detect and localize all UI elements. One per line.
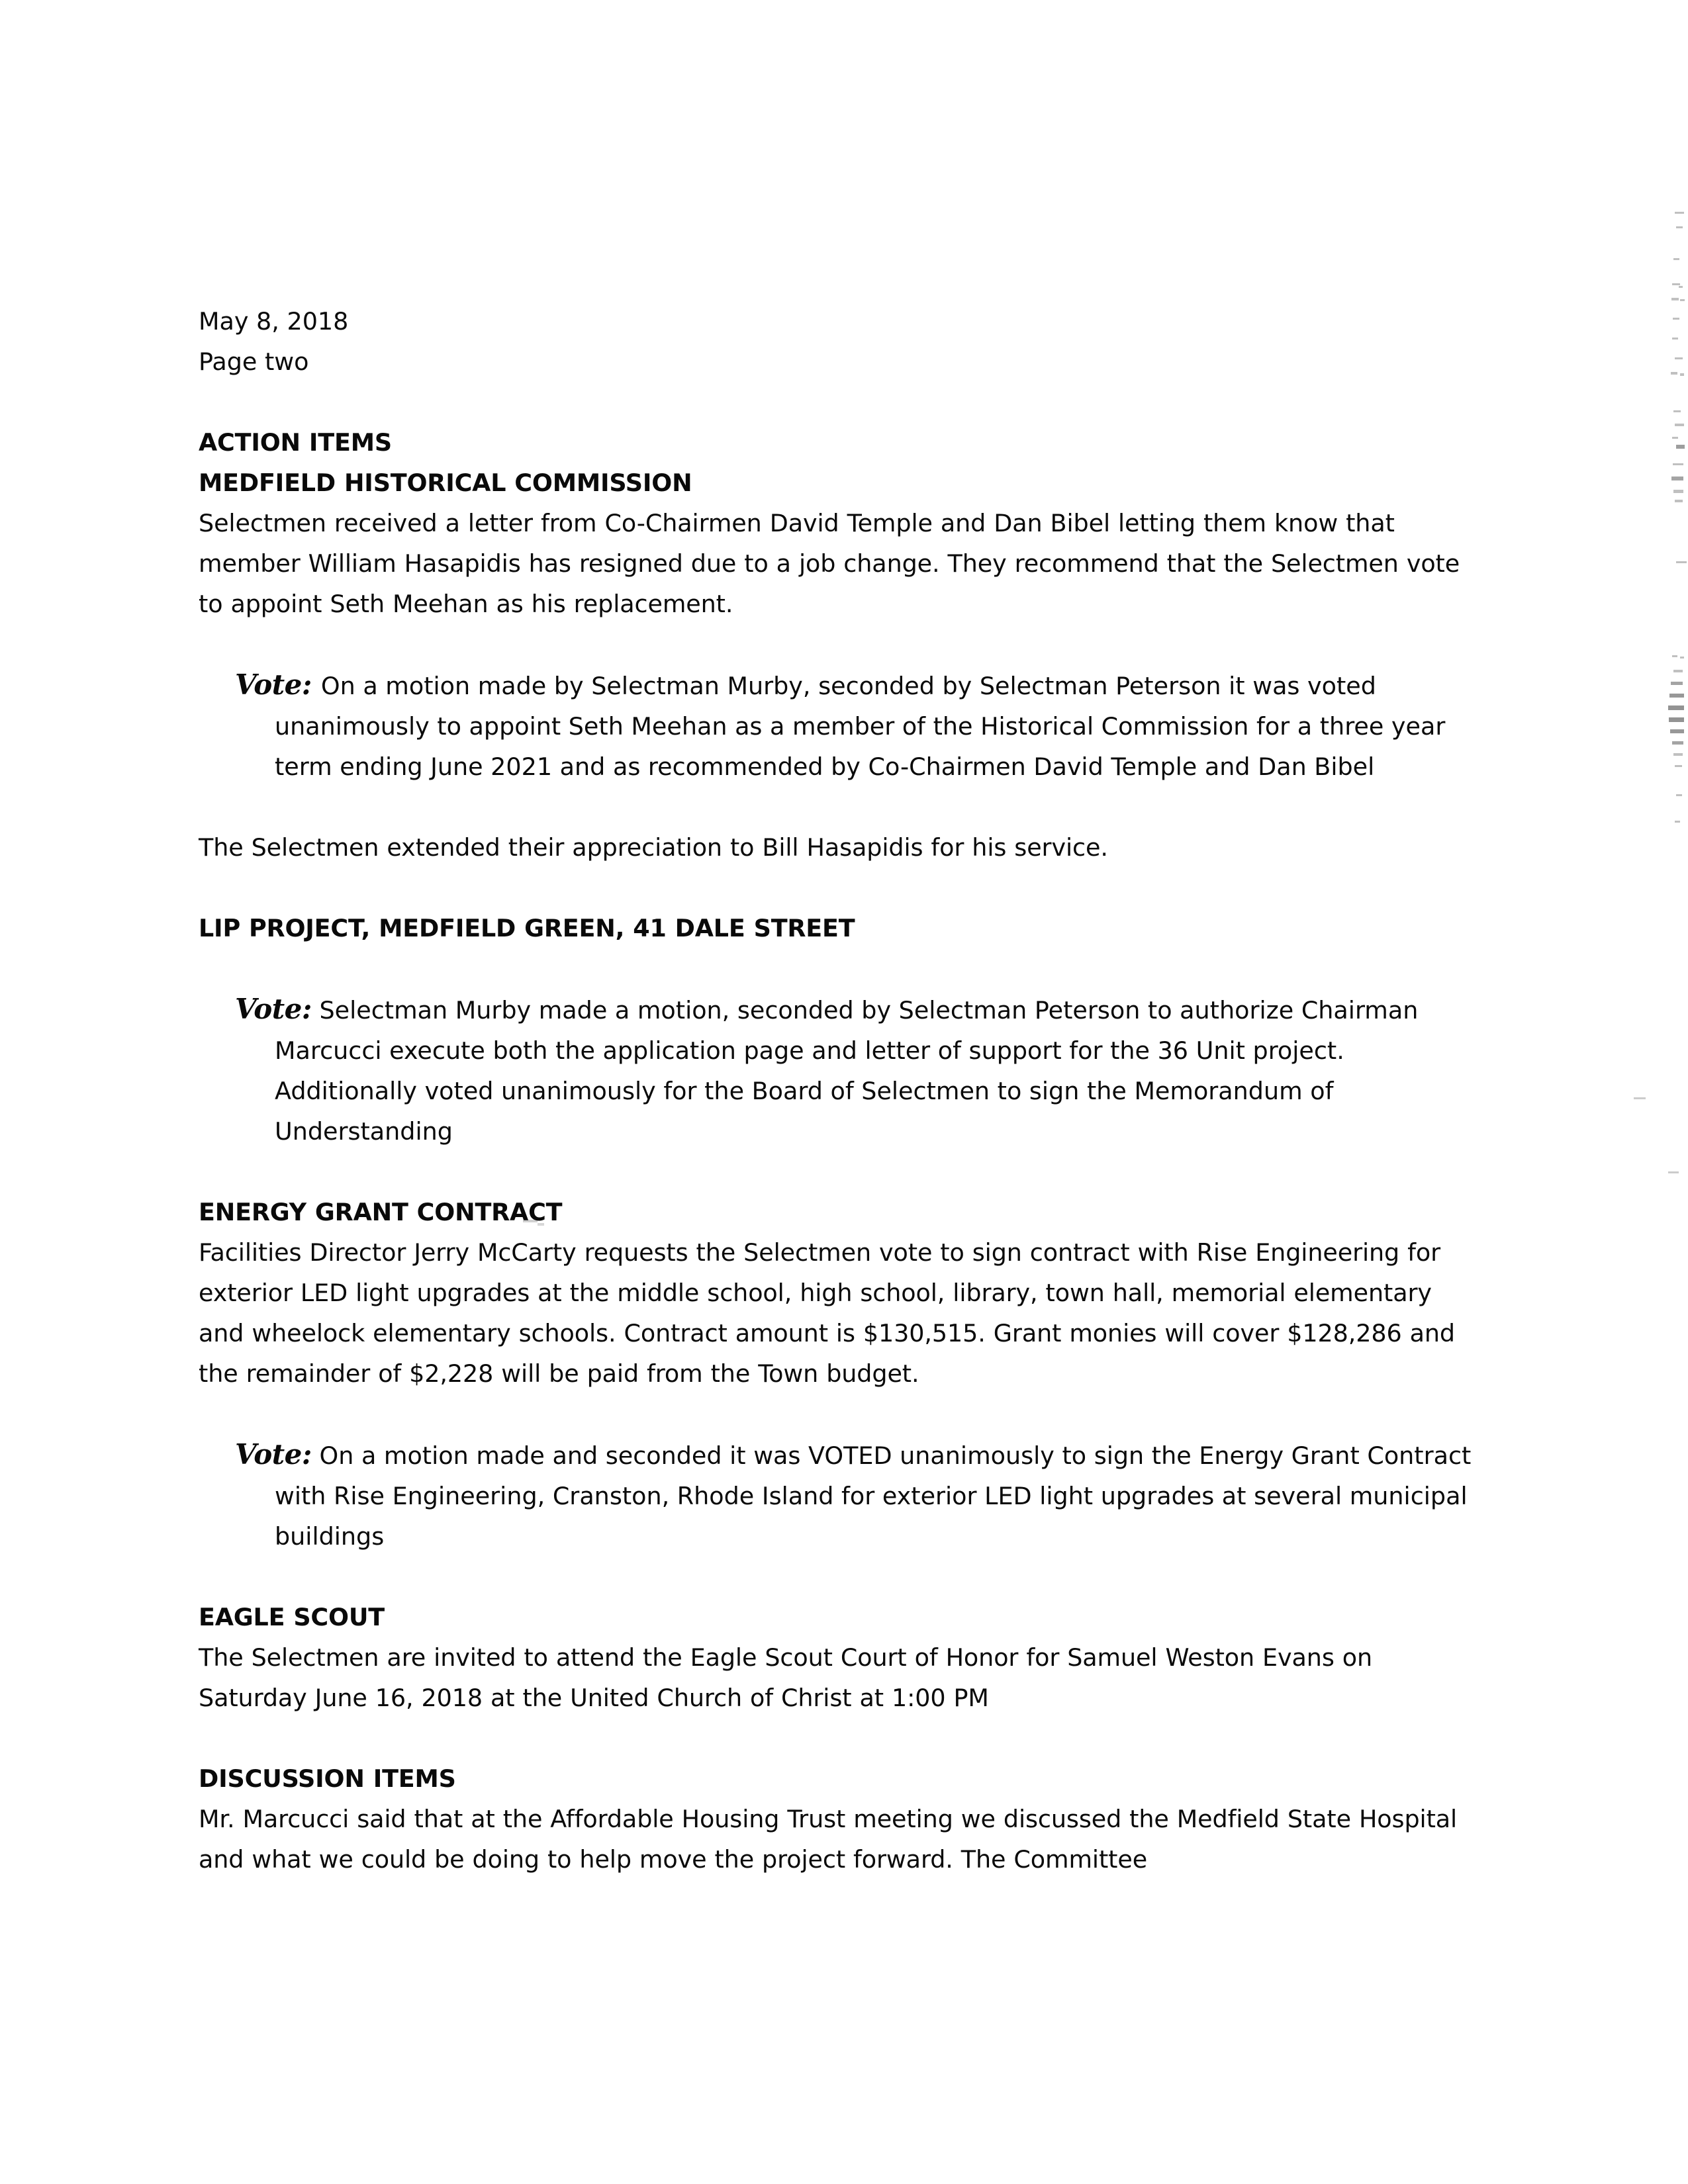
heading-energy-grant-contract: ENERGY GRANT CONTRACT xyxy=(199,1198,563,1226)
heading-discussion-items: DISCUSSION ITEMS xyxy=(199,1764,456,1793)
paragraph-eagle-scout: The Selectmen are invited to attend the Eagle Scout Court of Honor for Samuel Weston Evans on Saturday June 16, 2018 at the United Church of Christ at 1:00 PM xyxy=(199,1643,1372,1712)
paragraph-appreciation: The Selectmen extended their appreciation to Bill Hasapidis for his service. xyxy=(199,833,1108,862)
heading-action-items: ACTION ITEMS xyxy=(199,428,392,457)
vote-label: Vote: xyxy=(235,993,312,1025)
vote-label: Vote: xyxy=(235,1438,312,1471)
paragraph-discussion-items: Mr. Marcucci said that at the Affordable Housing Trust meeting we discussed the Medfield State Hospital and what we could be doing to help move the project forward. The Committee xyxy=(199,1805,1458,1874)
document-date: May 8, 2018 xyxy=(199,307,349,336)
heading-historical-commission: MEDFIELD HISTORICAL COMMISSION xyxy=(199,469,692,497)
vote-label: Vote: xyxy=(235,668,312,701)
document-content xyxy=(199,301,1476,1880)
vote-text: On a motion made by Selectman Murby, seconded by Selectman Peterson it was voted unanimously to appoint Seth Meehan as a member of the Historical Commission for a three year term ending June 2021 and as recommended by Co-Chairmen David Temple and Dan Bibel xyxy=(275,672,1446,781)
page-label: Page two xyxy=(199,347,309,376)
heading-lip-project: LIP PROJECT, MEDFIELD GREEN, 41 DALE STREET xyxy=(199,914,855,942)
heading-eagle-scout: EAGLE SCOUT xyxy=(199,1603,385,1631)
vote-text: Selectman Murby made a motion, seconded by Selectman Peterson to authorize Chairman Marcucci execute both the application page and letter of support for the 36 Unit project. Additionally voted unanimously for the Board of Selectmen to sign the Memorandum of Understanding xyxy=(275,996,1419,1146)
vote-block-lip-project xyxy=(199,989,1476,1152)
scan-artifacts xyxy=(1575,199,1688,1985)
paragraph-energy-grant: Facilities Director Jerry McCarty requests the Selectmen vote to sign contract with Rise Engineering for exterior LED light upgrades at the middle school, high school, library, town hall, memorial elementary and wheelock elementary schools. Contract amount is $130,515. Grant monies will cover $128,286 and the remainder of $2,228 will be paid from the Town budget. xyxy=(199,1238,1455,1388)
vote-block-historical-commission xyxy=(199,664,1476,787)
paragraph-historical-commission: Selectmen received a letter from Co-Chairmen David Temple and Dan Bibel letting them know that member William Hasapidis has resigned due to a job change. They recommend that the Selectmen vote to appoint Seth Meehan as his replacement. xyxy=(199,509,1460,618)
vote-text: On a motion made and seconded it was VOTED unanimously to sign the Energy Grant Contract with Rise Engineering, Cranston, Rhode Island for exterior LED light upgrades at several municipal buildings xyxy=(275,1441,1472,1551)
vote-block-energy-grant xyxy=(199,1434,1476,1557)
